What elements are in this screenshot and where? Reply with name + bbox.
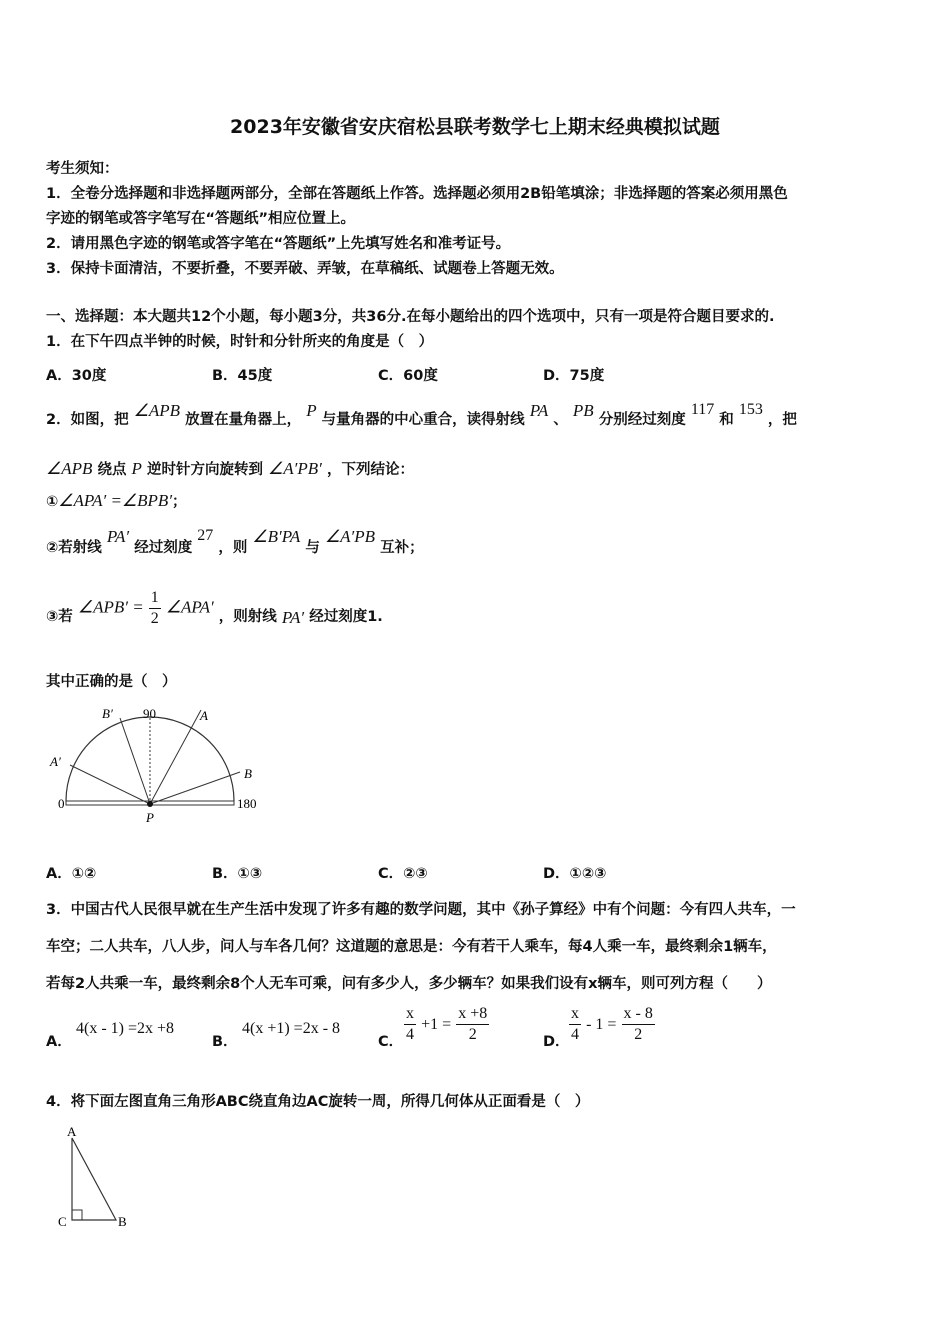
ray-pb	[150, 772, 240, 804]
q2-text: 与量角器的中心重合，读得射线	[321, 412, 525, 428]
label-a: A	[200, 708, 208, 723]
q2-text: ，下列结论：	[326, 462, 414, 478]
q4-stem: 4．将下面左图直角三角形ABC绕直角边AC旋转一周，所得几何体从正面看是（ ）	[46, 1094, 590, 1110]
q3-line: 3．中国古代人民很早就在生产生活中发现了许多有趣的数学问题，其中《孙子算经》中有个问题：今有四人共车，一	[46, 902, 796, 918]
q2-text: 互补；	[380, 540, 424, 556]
q2-point-p: P	[131, 459, 142, 478]
label-a: A	[67, 1124, 77, 1139]
q2-line1	[46, 401, 797, 429]
q2-value-27: 27	[197, 527, 214, 544]
q2-conclusion-1	[46, 490, 187, 511]
q3-option-a-equation: 4(x - 1) =2x +8	[76, 1020, 175, 1037]
q2-conclusion-3	[46, 588, 383, 629]
label-b: B	[244, 766, 252, 781]
section-heading: 一、选择题：本大题共12个小题，每小题3分，共36分.在每小题给出的四个选项中，只有一项是符合题目要求的.	[46, 309, 775, 325]
q2-text: 经过刻度1.	[309, 608, 383, 625]
q1-stem: 1．在下午四点半钟的时候，时针和分针所夹的角度是（ ）	[46, 334, 434, 350]
q2-text: 绕点	[97, 462, 127, 478]
q2-text: 放置在量角器上，	[185, 412, 302, 428]
q2-value-153: 153	[738, 401, 763, 418]
notice-heading: 考生须知：	[46, 161, 119, 177]
q2-text: ，把	[767, 412, 797, 428]
equation-text: +1 =	[421, 1016, 452, 1033]
q2-text: 与	[305, 540, 320, 556]
fraction-denominator: 2	[634, 1026, 643, 1043]
q2-ray-pa: PA	[529, 401, 549, 420]
label-b-prime: B′	[102, 706, 113, 721]
fraction	[404, 1004, 416, 1045]
q2-text: 经过刻度	[134, 540, 193, 556]
fraction-numerator: 1	[149, 588, 161, 609]
q2-text: 2．如图，把	[46, 412, 129, 428]
label-c: C	[58, 1214, 67, 1229]
q2-option-a: A．①②	[46, 866, 97, 882]
q2-text: 和	[719, 412, 734, 428]
q2-equation: ∠APA′ =∠BPB′	[58, 491, 173, 510]
q2-option-d: D．①②③	[543, 866, 607, 882]
label-90: 90	[143, 706, 156, 721]
q2-angle-apb: ∠APB	[133, 401, 181, 420]
q2-conclusion-2	[46, 527, 424, 557]
q2-ray: PA′	[281, 607, 305, 627]
q2-text: 分别经过刻度	[598, 412, 686, 428]
q3-option-d-label: D．	[543, 1034, 570, 1050]
q3-option-b-label: B．	[212, 1034, 238, 1050]
notice-line: 字迹的钢笔或答字笔写在“答题纸”相应位置上。	[46, 211, 356, 227]
q2-angle-apb: ∠APB	[46, 459, 93, 478]
q2-angle: ∠A′PB	[324, 527, 376, 546]
q1-option-d: D．75度	[543, 368, 605, 384]
protractor-figure	[40, 700, 280, 830]
notice-line: 2．请用黑色字迹的钢笔或答字笔在“答题纸”上先填写姓名和准考证号。	[46, 236, 511, 252]
q3-option-c-label: C．	[378, 1034, 404, 1050]
fraction	[569, 1004, 581, 1045]
fraction	[622, 1004, 655, 1045]
q3-line: 车空；二人共车，八人步，问人与车各几何？这道题的意思是：今有若干人乘车，每4人乘一车，最终剩余1辆车，	[46, 939, 777, 955]
q2-point-p: P	[306, 401, 317, 420]
q2-fraction-half	[149, 588, 161, 629]
q2-question: 其中正确的是（ ）	[46, 674, 177, 690]
fraction-numerator: x +8	[456, 1004, 489, 1025]
notice-line: 1．全卷分选择题和非选择题两部分，全部在答题纸上作答。选择题必须用2B铅笔填涂；非选择题的答案必须用黑色	[46, 186, 788, 202]
q2-text: ②若射线	[46, 540, 102, 556]
q2-option-c: C．②③	[378, 866, 428, 882]
q2-text: ；	[172, 494, 187, 510]
q2-text: ①	[46, 494, 59, 510]
fraction-numerator: x - 8	[622, 1004, 655, 1025]
fraction-denominator: 4	[571, 1026, 579, 1043]
triangle-figure	[52, 1122, 142, 1232]
q1-option-c: C．60度	[378, 368, 438, 384]
q2-text: ，则射线	[218, 608, 277, 625]
q2-angle: ∠B′PA	[252, 527, 301, 546]
equation-text: - 1 =	[586, 1016, 617, 1033]
q1-option-b: B．45度	[212, 368, 273, 384]
label-180: 180	[237, 796, 257, 811]
notice-line: 3．保持卡面清洁，不要折叠，不要弄破、弄皱，在草稿纸、试题卷上答题无效。	[46, 261, 564, 277]
center-point	[147, 801, 153, 807]
q2-value-117: 117	[690, 401, 715, 418]
fraction-denominator: 4	[406, 1026, 414, 1043]
label-p: P	[146, 810, 154, 825]
q2-line2	[46, 458, 414, 479]
q2-angle: ∠APA′	[165, 597, 214, 617]
q2-ray: PA′	[106, 527, 130, 546]
label-b: B	[118, 1214, 127, 1229]
q1-option-a: A．30度	[46, 368, 107, 384]
fraction-denominator: 2	[150, 610, 159, 627]
q2-ray-pb: PB	[572, 401, 594, 420]
fraction-numerator: x	[404, 1004, 416, 1025]
q2-text: ，则	[218, 540, 248, 556]
triangle-abc	[72, 1138, 116, 1220]
q3-option-a-label: A．	[46, 1034, 72, 1050]
fraction-denominator: 2	[468, 1026, 477, 1043]
q3-option-b-equation: 4(x +1) =2x - 8	[242, 1020, 341, 1037]
q2-angle-rotated: ∠A′PB′	[268, 459, 322, 478]
q3-line: 若每2人共乘一车，最终剩余8个人无车可乘，问有多少人，多少辆车？如果我们设有x辆车，则可列方程（ ）	[46, 976, 772, 992]
q3-option-c-equation	[404, 1004, 489, 1045]
page-title: 2023年安徽省安庆宿松县联考数学七上期末经典模拟试题	[230, 116, 720, 138]
q2-angle: ∠APB′ =	[77, 597, 144, 617]
label-a-prime: A′	[50, 754, 61, 769]
q2-option-b: B．①③	[212, 866, 263, 882]
fraction	[456, 1004, 489, 1045]
q3-option-d-equation	[569, 1004, 655, 1045]
ray-pa	[150, 710, 201, 804]
label-0: 0	[58, 796, 65, 811]
right-angle-mark	[72, 1210, 82, 1220]
q2-text: 逆时针方向旋转到	[146, 462, 263, 478]
fraction-numerator: x	[569, 1004, 581, 1025]
q2-text: ③若	[46, 608, 73, 625]
q2-text: 、	[553, 412, 568, 428]
